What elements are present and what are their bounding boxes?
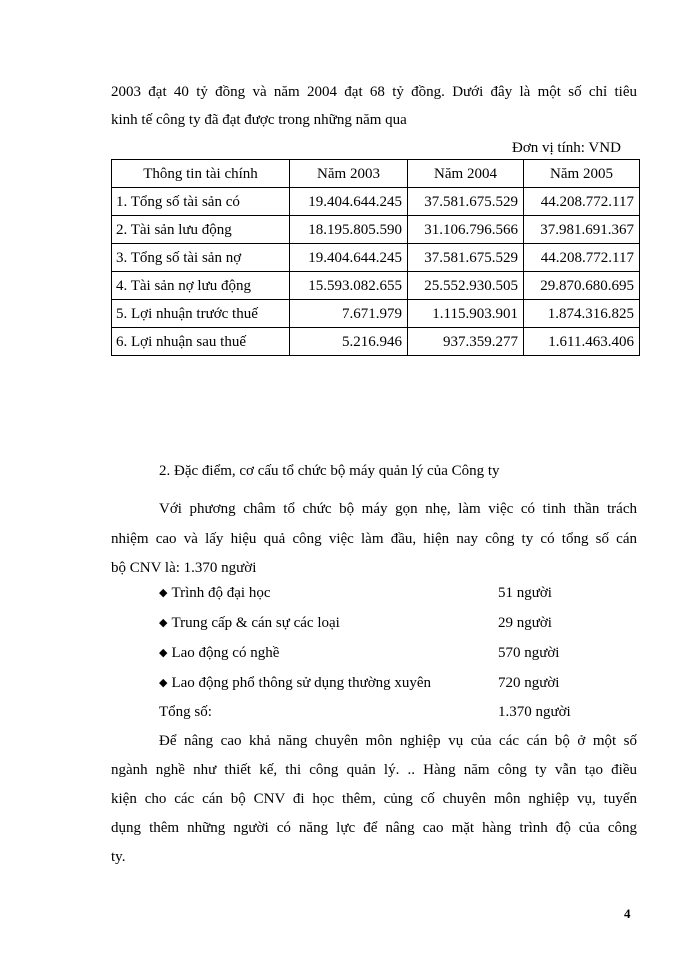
staff-total-value: 1.370 người xyxy=(498,704,571,720)
cell-2004: 37.581.675.529 xyxy=(408,244,524,272)
header-cell: Thông tin tài chính xyxy=(112,160,290,188)
row-label: 6. Lợi nhuận sau thuế xyxy=(112,328,290,356)
cell-2003: 19.404.644.245 xyxy=(290,188,408,216)
row-label: 2. Tài sản lưu động xyxy=(112,216,290,244)
header-cell: Năm 2005 xyxy=(524,160,640,188)
page-number: 4 xyxy=(624,906,631,921)
staff-item-label: ◆ Lao động phổ thông sử dụng thường xuyên xyxy=(159,675,432,691)
staff-total-label: Tổng số: xyxy=(159,704,212,720)
cell-2005: 1.874.316.825 xyxy=(524,300,640,328)
para2-line-2: ngành nghề như thiết kế, thi công quản lý. .. Hàng năm công ty vẫn tạo điều xyxy=(111,762,637,778)
cell-2005: 44.208.772.117 xyxy=(524,244,640,272)
intro-line-2: kinh tế công ty đã đạt được trong những năm qua xyxy=(111,112,407,128)
bullet-diamond-icon: ◆ xyxy=(159,677,168,689)
cell-2005: 29.870.680.695 xyxy=(524,272,640,300)
table-row xyxy=(112,272,640,300)
cell-2004: 937.359.277 xyxy=(408,328,524,356)
table-header-row xyxy=(112,160,640,188)
para2-line-1: Để nâng cao khả năng chuyên môn nghiệp vụ của các cán bộ ở một số xyxy=(159,733,637,749)
para2-line-5: ty. xyxy=(111,849,126,865)
row-label: 5. Lợi nhuận trước thuế xyxy=(112,300,290,328)
cell-2005: 1.611.463.406 xyxy=(524,328,640,356)
financial-table xyxy=(111,159,640,356)
cell-2004: 25.552.930.505 xyxy=(408,272,524,300)
staff-item-label: ◆ Lao động có nghề xyxy=(159,645,280,661)
unit-note: Đơn vị tính: VND xyxy=(512,140,621,156)
staff-item-value: 570 người xyxy=(498,645,560,661)
para2-line-4: dụng thêm những người có năng lực để nâng cao mặt hàng trình độ của công xyxy=(111,820,637,836)
table-row xyxy=(112,244,640,272)
para1-line-3: bộ CNV là: 1.370 người xyxy=(111,560,257,576)
section-heading: 2. Đặc điểm, cơ cấu tổ chức bộ máy quản lý của Công ty xyxy=(159,463,500,479)
cell-2003: 15.593.082.655 xyxy=(290,272,408,300)
row-label: 4. Tài sản nợ lưu động xyxy=(112,272,290,300)
cell-2003: 5.216.946 xyxy=(290,328,408,356)
cell-2005: 37.981.691.367 xyxy=(524,216,640,244)
row-label: 1. Tổng số tài sản có xyxy=(112,188,290,216)
staff-item-value: 51 người xyxy=(498,585,552,601)
staff-item-value: 29 người xyxy=(498,615,552,631)
bullet-diamond-icon: ◆ xyxy=(159,647,168,659)
bullet-diamond-icon: ◆ xyxy=(159,617,168,629)
staff-item-label: ◆ Trung cấp & cán sự các loại xyxy=(159,615,340,631)
row-label: 3. Tổng số tài sản nợ xyxy=(112,244,290,272)
para2-line-3: kiện cho các cán bộ CNV đi học thêm, củng cố chuyên môn nghiệp vụ, tuyển xyxy=(111,791,637,807)
cell-2003: 18.195.805.590 xyxy=(290,216,408,244)
cell-2005: 44.208.772.117 xyxy=(524,188,640,216)
table-row xyxy=(112,188,640,216)
table-row xyxy=(112,216,640,244)
para1-line-2: nhiệm cao và lấy hiệu quả công việc làm đầu, hiện nay công ty có tổng số cán xyxy=(111,531,637,547)
header-cell: Năm 2003 xyxy=(290,160,408,188)
cell-2004: 37.581.675.529 xyxy=(408,188,524,216)
table-row xyxy=(112,328,640,356)
cell-2004: 31.106.796.566 xyxy=(408,216,524,244)
bullet-diamond-icon: ◆ xyxy=(159,587,168,599)
cell-2003: 19.404.644.245 xyxy=(290,244,408,272)
staff-item-label: ◆ Trình độ đại học xyxy=(159,585,271,601)
table-row xyxy=(112,300,640,328)
header-cell: Năm 2004 xyxy=(408,160,524,188)
cell-2003: 7.671.979 xyxy=(290,300,408,328)
intro-line-1: 2003 đạt 40 tỷ đồng và năm 2004 đạt 68 tỷ đồng. Dưới đây là một số chỉ tiêu xyxy=(111,84,637,100)
cell-2004: 1.115.903.901 xyxy=(408,300,524,328)
staff-item-value: 720 người xyxy=(498,675,560,691)
para1-line-1: Với phương châm tổ chức bộ máy gọn nhẹ, làm việc có tinh thần trách xyxy=(159,501,637,517)
